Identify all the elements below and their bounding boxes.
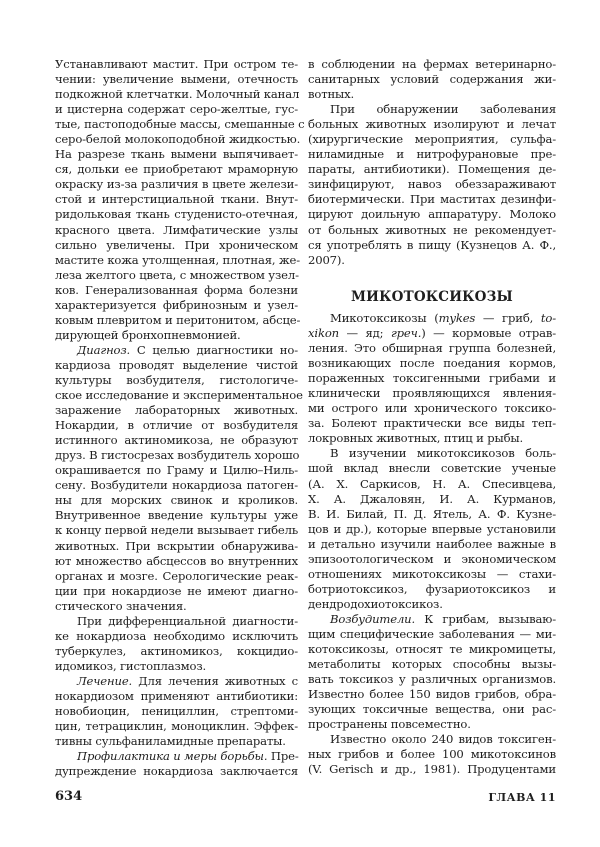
text-line	[55, 268, 298, 283]
text-line	[308, 341, 556, 356]
text-line	[308, 627, 556, 642]
text-line	[55, 147, 298, 162]
text-line	[55, 207, 298, 222]
text-segment: цируют доильную аппаратуру. Молоко	[308, 207, 556, 222]
text-segment: (V. Gerisch и др., 1981). Продуцентами	[308, 762, 556, 777]
text-segment: за. Болеют практически все виды теп-	[308, 416, 556, 431]
text-line	[55, 689, 298, 704]
text-line	[308, 477, 556, 492]
text-segment: клинически проявляющихся явления-	[308, 386, 556, 401]
italic-text: mykes	[438, 311, 476, 325]
italic-text: to-	[540, 311, 556, 325]
text-line	[55, 418, 298, 433]
text-segment: кардиоза проводят выделение чистой	[55, 357, 298, 372]
text-segment: (А. Х. Саркисов, Н. А. Спесивцева,	[308, 476, 556, 491]
text-line	[55, 57, 298, 72]
text-line	[308, 567, 556, 582]
text-line	[308, 492, 556, 507]
text-segment: дендродохиотоксикоз.	[308, 596, 443, 611]
text-line	[55, 629, 298, 644]
text-segment: зующих токсичные вещества, они рас-	[308, 702, 556, 717]
text-segment: На разрезе ткань вымени выпячивает-	[55, 147, 298, 162]
text-line	[55, 539, 298, 554]
text-line	[55, 674, 298, 689]
page-number: 634	[55, 789, 83, 804]
text-line	[308, 371, 556, 386]
text-line	[308, 386, 556, 401]
text-segment: животных. При вскрытии обнаружива-	[55, 538, 298, 553]
text-segment: пораженных токсигенными грибами и	[308, 371, 556, 386]
text-line	[55, 283, 298, 298]
italic-text: xikon	[308, 326, 339, 341]
text-segment: ции при нокардиозе не имеют диагно-	[55, 583, 298, 598]
text-segment: нокардиозом применяют антибиотики:	[55, 688, 298, 703]
text-segment: леза желтого цвета, с множеством узел-	[55, 267, 299, 282]
text-segment: шой вклад внесли советские ученые	[308, 461, 556, 476]
text-line	[55, 403, 298, 418]
text-segment: в соблюдении на фермах ветеринарно-	[308, 57, 556, 71]
text-segment: ны для морских свинок и кроликов.	[55, 493, 298, 508]
text-segment: ) — кормовые отрав-	[421, 326, 556, 341]
text-segment: дупреждение нокардиоза заключается	[55, 764, 298, 779]
text-segment: туберкулез, актиномикоз, кокцидио-	[55, 643, 298, 658]
text-line	[55, 373, 298, 388]
text-line	[308, 461, 556, 476]
text-line	[55, 493, 298, 508]
text-line	[308, 177, 556, 192]
text-line	[308, 238, 556, 253]
text-segment: серо-белой молокоподобной жидкостью.	[55, 132, 301, 147]
text-line	[308, 57, 556, 72]
text-segment: — яд;	[338, 326, 391, 341]
text-segment: тые, пастоподобные массы, смешанные с	[55, 117, 305, 132]
text-segment: щим специфические заболевания — ми-	[308, 626, 556, 641]
right-text-column-bottom	[308, 311, 556, 777]
text-line	[308, 356, 556, 371]
text-segment: Внутривенное введение культуры уже	[55, 508, 298, 523]
text-line	[55, 87, 298, 102]
text-line	[55, 358, 298, 373]
text-line	[55, 253, 298, 268]
italic-text: Профилактика и меры борьбы.	[77, 749, 268, 764]
text-line	[55, 569, 298, 584]
right-text-column-top	[308, 57, 556, 268]
text-line	[55, 704, 298, 719]
text-segment: Микотоксикозы (	[330, 311, 439, 325]
text-segment: и цистерна содержат серо-желтые, гус-	[55, 102, 298, 117]
text-segment: друз. В гистосрезах возбудитель хорошо	[55, 448, 300, 463]
text-line	[55, 433, 298, 448]
text-line	[308, 416, 556, 431]
text-segment: новобиоцин, пенициллин, стрептоми-	[55, 704, 298, 719]
text-segment: Нокардии, в отличие от возбудителя	[55, 418, 298, 433]
text-segment: стой и интерстициальной ткани. Внут-	[55, 192, 298, 207]
chapter-label: ГЛАВА 11	[488, 791, 556, 804]
text-line	[55, 584, 298, 599]
text-line	[308, 401, 556, 416]
italic-text: Лечение.	[77, 673, 133, 688]
text-segment: цов и др.), которые впервые установили	[308, 521, 556, 536]
text-segment: больных животных изолируют и лечат	[308, 117, 556, 132]
text-segment: дирующей бронхопневмонией.	[55, 327, 241, 342]
text-segment: параты, антибиотики). Помещения де-	[308, 162, 556, 177]
text-segment: Известно около 240 видов токсиген-	[330, 732, 556, 747]
text-line	[308, 132, 556, 147]
text-segment: ское исследование и экспериментальное	[55, 388, 303, 403]
text-segment: пространены повсеместно.	[308, 717, 471, 732]
text-line	[308, 582, 556, 597]
text-segment: и детально изучили наиболее важные в	[308, 536, 556, 551]
italic-text: Возбудители.	[330, 611, 416, 626]
text-segment: органах и мозге. Серологические реак-	[55, 568, 298, 583]
text-line	[308, 207, 556, 222]
text-segment: сену. Возбудители нокардиоза патоген-	[55, 478, 298, 493]
text-segment: красного цвета. Лимфатические узлы	[55, 222, 298, 237]
text-segment: метаболиты которых способны вызы-	[308, 657, 556, 672]
text-segment: к концу первой недели вызывает гибель	[55, 523, 298, 538]
text-line	[308, 597, 556, 612]
text-line	[308, 326, 556, 341]
text-line	[55, 719, 298, 734]
text-segment: ков. Генерализованная форма болезни	[55, 282, 298, 297]
text-segment: Для лечения животных с	[132, 673, 298, 688]
text-line	[308, 311, 556, 326]
text-line	[55, 599, 298, 614]
text-segment: санитарных условий содержания жи-	[308, 72, 556, 87]
text-segment: ления. Это обширная группа болезней,	[308, 341, 556, 356]
text-segment: котоксикозы, относят те микромицеты,	[308, 642, 556, 657]
text-segment: зинфицируют, навоз обеззараживают	[308, 177, 556, 192]
left-text-column	[55, 57, 305, 779]
text-segment: Пре-	[267, 749, 299, 764]
text-line	[55, 328, 298, 343]
italic-text: Диагноз.	[77, 342, 131, 357]
text-segment: В. И. Билай, П. Д. Ятель, А. Ф. Кузне-	[308, 506, 556, 521]
text-segment: вать токсикоз у различных организмов.	[308, 672, 556, 687]
text-line	[308, 431, 556, 446]
text-segment: биотермически. При маститах дезинфи-	[308, 192, 556, 207]
text-segment: вотных.	[308, 87, 355, 102]
text-line	[308, 117, 556, 132]
text-line	[55, 734, 298, 749]
text-line	[55, 162, 298, 177]
text-segment: подкожной клетчатки. Молочный канал	[55, 87, 300, 102]
text-line	[55, 508, 298, 523]
text-line	[308, 657, 556, 672]
text-line	[55, 644, 298, 659]
text-line	[308, 687, 556, 702]
text-segment: возникающих после поедания кормов,	[308, 356, 556, 371]
text-segment: окрашивается по Граму и Цилю–Ниль-	[55, 463, 298, 478]
text-line	[55, 192, 298, 207]
text-line	[308, 672, 556, 687]
text-segment: Х. А. Джаловян, И. А. Курманов,	[308, 491, 556, 506]
italic-text: греч.	[390, 326, 422, 341]
text-segment: ке нокардиоза необходимо исключить	[55, 628, 298, 643]
text-segment: ковым плевритом и перитонитом, абсце-	[55, 312, 301, 327]
text-line	[55, 554, 298, 569]
text-segment: ся употреблять в пищу (Кузнецов А. Ф.,	[308, 237, 556, 252]
text-line	[308, 762, 556, 777]
text-segment: характеризуется фибринозным и узел-	[55, 297, 298, 312]
text-line	[55, 614, 298, 629]
text-line	[55, 132, 301, 147]
text-segment: (хирургические мероприятия, сульфа-	[308, 132, 556, 147]
text-line	[308, 192, 556, 207]
text-line	[308, 162, 556, 177]
text-line	[308, 72, 556, 87]
text-line	[55, 102, 298, 117]
text-segment: ных грибов и более 100 микотоксинов	[308, 747, 556, 762]
text-segment: ботриотоксикоз, фузариотоксикоз и	[308, 581, 556, 596]
text-segment: При дифференциальной диагности-	[77, 613, 298, 628]
text-segment: цин, тетрациклин, моноциклин. Эффек-	[55, 719, 298, 734]
section-heading: МИКОТОКСИКОЗЫ	[351, 289, 513, 305]
text-line	[308, 223, 556, 238]
text-line	[308, 747, 556, 762]
text-line	[308, 717, 556, 732]
text-line	[308, 642, 556, 657]
text-segment: культуры возбудителя, гистологиче-	[55, 372, 298, 387]
text-line	[308, 446, 556, 461]
text-segment: ми острого или хронического токсико-	[308, 401, 556, 416]
text-segment: от больных животных не рекомендует-	[308, 222, 556, 237]
text-segment: К грибам, вызываю-	[415, 611, 556, 626]
text-line	[55, 312, 301, 328]
text-segment: Известно более 150 видов грибов, обра-	[308, 687, 556, 702]
text-line	[55, 659, 298, 674]
text-line	[55, 177, 298, 192]
text-segment: окраску из-за различия в цвете желези-	[55, 177, 298, 192]
text-line	[308, 147, 556, 162]
text-line	[55, 343, 298, 358]
text-line	[308, 732, 556, 747]
text-line	[308, 102, 556, 117]
text-line	[55, 764, 298, 779]
text-segment: При обнаружении заболевания	[330, 102, 556, 117]
text-line	[308, 253, 556, 268]
text-line	[308, 702, 556, 717]
text-segment: чении: увеличение вымени, отечность	[55, 72, 298, 87]
text-segment: — гриб,	[475, 311, 541, 325]
text-line	[55, 388, 303, 403]
text-line	[55, 478, 298, 493]
text-segment: ридольковая ткань студенисто-отечная,	[55, 207, 298, 222]
text-segment: мастите кожа утолщенная, плотная, же-	[55, 252, 300, 267]
text-line	[308, 522, 556, 537]
text-segment: локровных животных, птиц и рыбы.	[308, 431, 524, 446]
text-segment: 2007).	[308, 252, 345, 267]
text-segment: Устанавливают мастит. При остром те-	[55, 57, 298, 71]
text-segment: ниламидные и нитрофурановые пре-	[308, 147, 556, 162]
text-line	[55, 223, 298, 238]
text-line	[55, 749, 298, 764]
text-line	[55, 463, 298, 478]
text-segment: С целью диагностики но-	[130, 342, 298, 357]
text-line	[55, 298, 298, 313]
text-line	[55, 523, 298, 538]
text-line	[55, 238, 298, 253]
text-segment: заражение лабораторных животных.	[55, 403, 298, 418]
text-segment: эпизоотологическом и экономическом	[308, 551, 556, 566]
text-line	[55, 72, 298, 87]
text-segment: сильно увеличены. При хроническом	[55, 237, 298, 252]
text-segment: ют множество абсцессов во внутренних	[55, 553, 298, 568]
text-line	[308, 507, 556, 522]
text-line	[308, 552, 556, 567]
text-line	[55, 448, 298, 463]
text-segment: идомикоз, гистоплазмоз.	[55, 658, 207, 673]
text-line	[308, 537, 556, 552]
text-segment: истинного актиномикоза, не образуют	[55, 433, 298, 448]
text-segment: тивны сульфаниламидные препараты.	[55, 734, 286, 749]
text-segment: В изучении микотоксикозов боль-	[330, 446, 556, 461]
text-line	[308, 87, 556, 102]
text-line	[308, 612, 556, 627]
text-segment: отношениях микотоксикозы — стахи-	[308, 566, 556, 581]
text-segment: ся, дольки ее приобретают мраморную	[55, 162, 298, 177]
text-segment: стического значения.	[55, 598, 187, 613]
text-line	[55, 117, 305, 132]
